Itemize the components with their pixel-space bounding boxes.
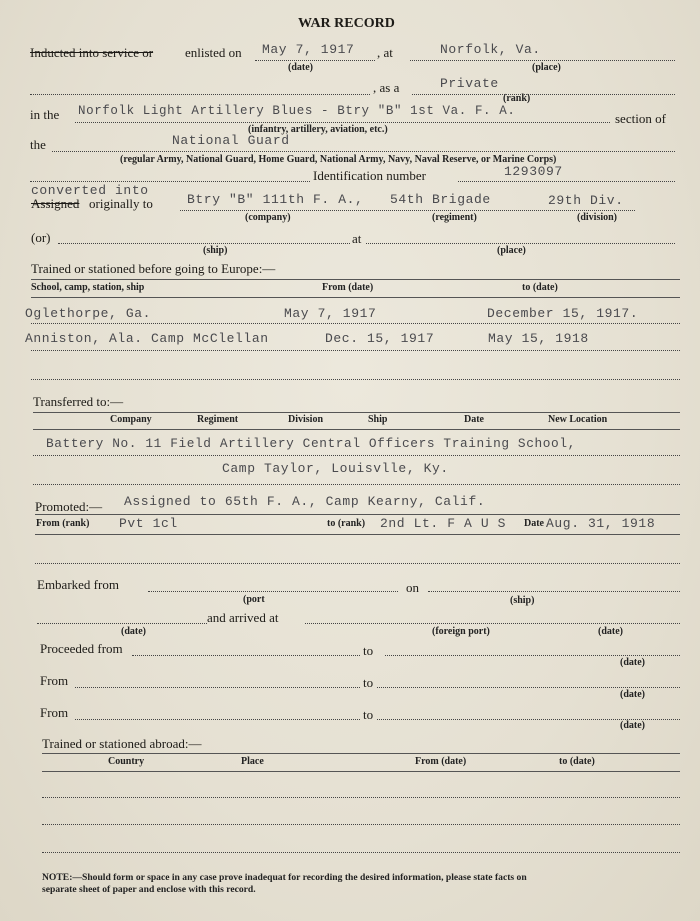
embarked-date-line xyxy=(37,623,207,624)
col-new-location-header: New Location xyxy=(548,414,608,425)
enlisted-date-line xyxy=(255,60,375,61)
enlisted-date: May 7, 1917 xyxy=(262,42,355,57)
from-label-1: From xyxy=(40,673,69,688)
col-company-header: Company xyxy=(110,414,152,425)
proceeded-date-caption: (date) xyxy=(620,657,645,668)
transferred-dot-2 xyxy=(33,484,680,485)
abroad-rule-header xyxy=(42,771,680,772)
to-label-2: to xyxy=(363,707,374,722)
abroad-line-3 xyxy=(42,852,680,853)
struck-assigned-label: Assigned xyxy=(31,196,80,211)
rank-caption: (rank) xyxy=(503,93,531,104)
unit-line xyxy=(75,122,610,123)
promoted-dot-1 xyxy=(35,563,680,564)
embarked-ship-caption: (ship) xyxy=(510,595,535,606)
ship-place-caption: (place) xyxy=(497,245,526,256)
in-the-label: in the xyxy=(30,107,60,122)
trained-before-line-3 xyxy=(31,379,680,380)
blank-line-1 xyxy=(30,94,370,95)
trained-place: Anniston, Ala. Camp McClellan xyxy=(25,331,269,346)
col-abroad-to-header: to (date) xyxy=(559,756,595,767)
embarked-port-line xyxy=(148,591,398,592)
id-number-line xyxy=(458,181,675,182)
date-caption: (date) xyxy=(288,62,313,73)
col-regiment-header: Regiment xyxy=(197,414,239,425)
from-date-caption-1: (date) xyxy=(620,689,645,700)
trained-abroad-heading: Trained or stationed abroad:— xyxy=(42,736,202,751)
ship-line xyxy=(58,243,350,244)
embarked-from-label: Embarked from xyxy=(37,577,119,592)
promoted-note: Assigned to 65th F. A., Camp Kearny, Calif. xyxy=(124,494,486,509)
proceeded-to-line xyxy=(385,655,680,656)
assigned-regiment: 54th Brigade xyxy=(390,192,491,207)
regiment-caption: (regiment) xyxy=(432,212,477,223)
arrived-date-caption: (date) xyxy=(598,626,623,637)
converted-into-note: converted into xyxy=(31,183,149,198)
enlisted-place: Norfolk, Va. xyxy=(440,42,541,57)
col-place-header: Place xyxy=(241,756,264,767)
embarked-ship-line xyxy=(428,591,680,592)
or-label: (or) xyxy=(31,230,51,245)
struck-inducted-label: Inducted into service or xyxy=(30,45,154,60)
ship-at-label: at xyxy=(352,231,362,246)
promoted-rule-top xyxy=(35,514,680,515)
id-number-value: 1293097 xyxy=(504,164,563,179)
to-rank-value: 2nd Lt. F A U S xyxy=(380,516,507,531)
col-division-header: Division xyxy=(288,414,324,425)
from-date-caption-2: (date) xyxy=(620,720,645,731)
trained-to: May 15, 1918 xyxy=(488,331,589,346)
assigned-company: Btry "B" 111th F. A., xyxy=(187,192,364,207)
arrived-at-label: and arrived at xyxy=(207,610,279,625)
enlisted-label: enlisted on xyxy=(185,45,242,60)
to-rank-label: to (rank) xyxy=(327,518,366,529)
col-date-header: Date xyxy=(464,414,484,425)
form-title: WAR RECORD xyxy=(298,16,395,31)
division-caption: (division) xyxy=(577,212,618,223)
abroad-line-2 xyxy=(42,824,680,825)
rank-value: Private xyxy=(440,76,499,91)
as-a-label: , as a xyxy=(373,80,400,95)
to-line-1 xyxy=(377,687,680,688)
company-caption: (company) xyxy=(245,212,291,223)
id-number-label: Identification number xyxy=(313,168,426,183)
service-line xyxy=(52,151,675,152)
transferred-rule-top xyxy=(33,412,680,413)
abroad-rule-top xyxy=(42,753,680,754)
the-label: the xyxy=(30,137,46,152)
service-value: National Guard xyxy=(172,133,290,148)
trained-place: Oglethorpe, Ga. xyxy=(25,306,152,321)
embarked-date-caption: (date) xyxy=(121,626,146,637)
from-line-2 xyxy=(75,719,360,720)
promotion-date-label: Date xyxy=(524,518,544,529)
transferred-rule-header xyxy=(33,429,680,430)
trained-before-line-1 xyxy=(31,323,680,324)
col-abroad-from-header: From (date) xyxy=(415,756,467,767)
trained-from: Dec. 15, 1917 xyxy=(325,331,435,346)
unit-caption: (infantry, artillery, aviation, etc.) xyxy=(248,124,388,135)
ship-caption: (ship) xyxy=(203,245,228,256)
from-rank-label: From (rank) xyxy=(36,518,90,529)
trained-before-rule-top xyxy=(31,279,680,280)
embarked-on-label: on xyxy=(406,580,419,595)
originally-to-label: originally to xyxy=(89,196,153,211)
proceeded-from-line xyxy=(132,655,360,656)
arrived-port-line xyxy=(305,623,680,624)
foreign-port-caption: (foreign port) xyxy=(432,626,490,637)
promotion-date: Aug. 31, 1918 xyxy=(546,516,656,531)
to-label-1: to xyxy=(363,675,374,690)
place-caption: (place) xyxy=(532,62,561,73)
col-to-header: to (date) xyxy=(522,282,558,293)
col-from-header: From (date) xyxy=(322,282,374,293)
trained-before-rule-header xyxy=(31,297,680,298)
proceeded-from-label: Proceeded from xyxy=(40,641,123,656)
trained-before-line-2 xyxy=(31,350,680,351)
from-rank-value: Pvt 1cl xyxy=(119,516,178,531)
unit-value: Norfolk Light Artillery Blues - Btry "B" 1st Va. F. A. xyxy=(78,104,516,118)
at-label: , at xyxy=(377,45,393,60)
promoted-rule-header xyxy=(35,534,680,535)
transferred-heading: Transferred to:— xyxy=(33,394,124,409)
proceeded-to-label: to xyxy=(363,643,374,658)
note-line-2: separate sheet of paper and enclose with this record. xyxy=(42,884,256,895)
transferred-dot-1 xyxy=(33,455,680,456)
col-country-header: Country xyxy=(108,756,145,767)
transferred-line-2: Camp Taylor, Louisvlle, Ky. xyxy=(222,461,449,476)
enlisted-place-line xyxy=(410,60,675,61)
promoted-heading: Promoted:— xyxy=(35,499,103,514)
assignment-line xyxy=(180,210,635,211)
col-ship-header: Ship xyxy=(368,414,388,425)
note-line-1: NOTE:—Should form or space in any case prove inadequat for recording the desired information, please state facts on xyxy=(42,872,527,883)
trained-before-heading: Trained or stationed before going to Europe:— xyxy=(31,261,276,276)
assigned-division: 29th Div. xyxy=(548,193,624,208)
rank-line xyxy=(412,94,675,95)
transferred-line-1: Battery No. 11 Field Artillery Central Officers Training School, xyxy=(46,436,576,451)
blank-line-2 xyxy=(30,181,310,182)
ship-place-line xyxy=(366,243,675,244)
col-school-header: School, camp, station, ship xyxy=(31,282,145,293)
port-caption: (port xyxy=(243,594,265,605)
abroad-line-1 xyxy=(42,797,680,798)
service-caption: (regular Army, National Guard, Home Guard, National Army, Navy, Naval Reserve, or Marine Corps) xyxy=(120,154,557,165)
section-of-label: section of xyxy=(615,111,666,126)
from-line-1 xyxy=(75,687,360,688)
from-label-2: From xyxy=(40,705,69,720)
trained-to: December 15, 1917. xyxy=(487,306,639,321)
trained-from: May 7, 1917 xyxy=(284,306,377,321)
